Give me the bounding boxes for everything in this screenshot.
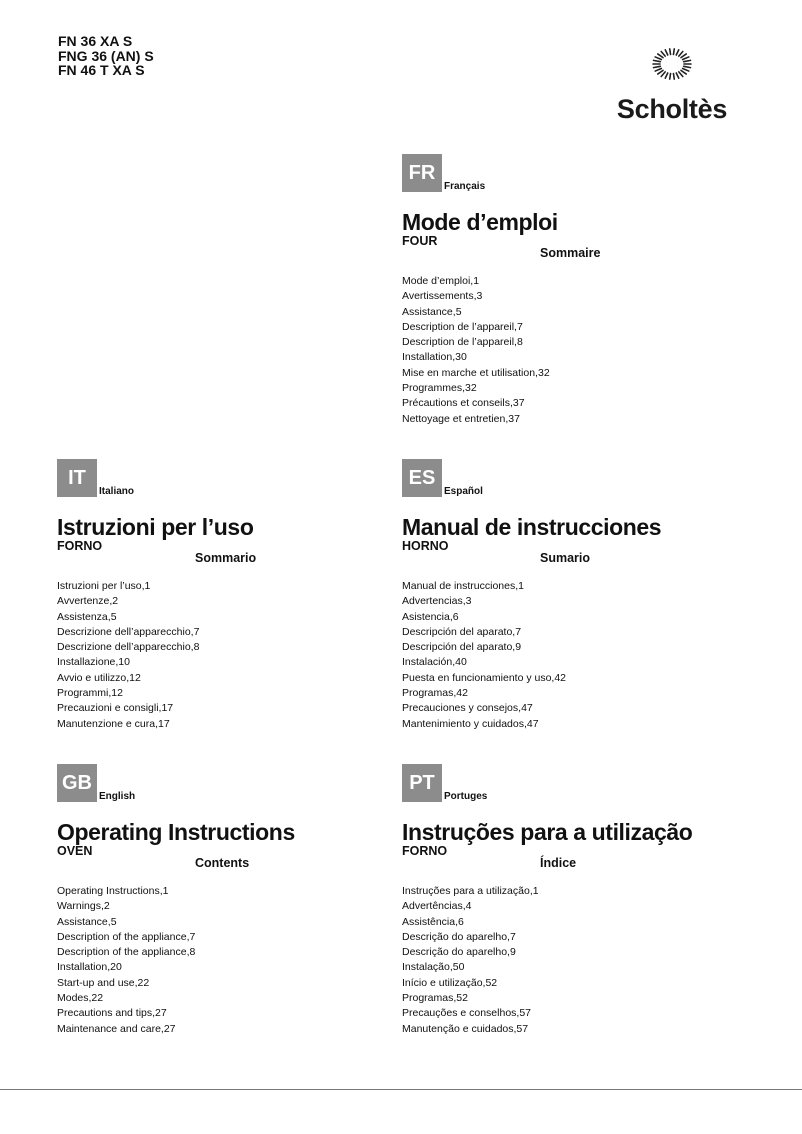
toc-list [57,884,377,1037]
toc-item: Descripción del aparato,7 [402,625,522,638]
sun-icon [645,42,699,86]
footer-divider [0,1089,802,1090]
toc-item: Avertissements,3 [402,290,483,303]
language-code-badge: PT [402,764,442,802]
sun-ray [676,73,678,78]
toc-item: Description of the appliance,8 [57,946,196,959]
toc-list [402,884,722,1037]
appliance-label: FORNO [57,539,103,553]
toc-item: Programas,42 [402,687,468,700]
toc-heading: Sommario [195,551,257,565]
toc-item: Programmes,32 [402,382,477,395]
toc-item: Operating Instructions,1 [57,885,169,897]
toc-item: Assistance,5 [57,915,117,928]
toc-item: Assistance,5 [402,305,462,318]
toc-item: Início e utilização,52 [402,976,498,989]
toc-item: Advertências,4 [402,900,472,913]
language-code-badge: ES [402,459,442,497]
section-title: Manual de instrucciones [402,514,662,540]
toc-item: Avvio e utilizzo,12 [57,671,141,684]
sun-ray [655,57,661,60]
toc-heading: Sommaire [540,246,601,260]
sun-ray [683,68,689,71]
toc-item: Precauções e conselhos,57 [402,1007,531,1020]
sun-ray [673,74,674,80]
toc-item: Descrizione dell’apparecchio,7 [57,625,200,638]
toc-heading: Índice [540,856,577,870]
appliance-label: FORNO [402,844,448,858]
toc-list [402,579,722,732]
toc-item: Advertencias,3 [402,595,472,608]
model-name: FN 46 T XA S [58,62,145,78]
language-section-fr [402,154,722,427]
toc-item: Instalación,40 [402,656,467,669]
sun-ray [681,70,686,74]
sun-ray [681,54,686,58]
language-code-badge: IT [57,459,97,497]
toc-item: Maintenance and care,27 [57,1022,176,1035]
toc-item: Programmi,12 [57,687,123,700]
toc-item: Précautions et conseils,37 [402,397,525,410]
toc-item: Manutenzione e cura,17 [57,717,170,730]
toc-item: Instalação,50 [402,961,465,974]
toc-item: Precauciones y consejos,47 [402,702,533,715]
section-title: Mode d’emploi [402,209,558,235]
toc-item: Descrizione dell’apparecchio,8 [57,641,200,654]
sun-ray [655,68,661,71]
section-title: Operating Instructions [57,819,295,845]
sun-ray [670,49,671,55]
model-name: FNG 36 (AN) S [58,47,154,64]
toc-item: Descrição do aparelho,9 [402,946,516,959]
toc-item: Nettoyage et entretien,37 [402,412,520,425]
toc-item: Istruzioni per l’uso,1 [57,580,151,592]
toc-item: Installation,30 [402,351,467,364]
section-title: Instruções para a utilização [402,819,693,845]
language-section-pt [402,764,722,1037]
appliance-label: HORNO [402,539,449,553]
toc-item: Installation,20 [57,961,122,974]
toc-item: Precauzioni e consigli,17 [57,702,174,715]
toc-item: Descripción del aparato,9 [402,641,522,654]
language-name: English [99,791,136,802]
toc-item: Description of the appliance,7 [57,930,196,943]
toc-item: Asistencia,6 [402,610,459,623]
language-name: Español [444,486,483,497]
toc-item: Precautions and tips,27 [57,1007,167,1020]
toc-item: Avvertenze,2 [57,595,119,608]
appliance-label: OVEN [57,844,93,858]
language-name: Portuges [444,791,488,802]
language-name: Français [444,181,486,192]
toc-item: Mode d’emploi,1 [402,275,480,287]
toc-item: Warnings,2 [57,900,110,913]
sun-ray [661,51,665,56]
toc-item: Manual de instrucciones,1 [402,580,524,592]
toc-heading: Contents [195,856,250,870]
toc-item: Mantenimiento y cuidados,47 [402,717,539,730]
sun-ray [654,66,661,67]
language-section-it [57,459,377,732]
sun-ray [670,74,671,80]
toc-item: Assistenza,5 [57,610,117,623]
toc-item: Assistência,6 [402,915,464,928]
language-code-badge: GB [57,764,97,802]
brand-name: Scholtès [616,94,728,124]
sun-ray [665,73,667,78]
sun-ray [665,50,667,55]
toc-item: Installazione,10 [57,656,130,669]
sun-ray [658,54,663,58]
toc-item: Description de l’appareil,7 [402,320,523,333]
toc-item: Manutenção e cuidados,57 [402,1022,529,1035]
toc-item: Start-up and use,22 [57,976,150,989]
sun-ray [679,51,683,56]
toc-list [402,274,722,427]
model-name: FN 36 XA S [58,33,133,49]
sun-ray [673,49,674,55]
brand-logo [612,42,732,132]
language-section-es [402,459,722,732]
sun-ray [684,60,691,61]
sun-ray [679,72,683,77]
toc-item: Instruções para a utilização,1 [402,885,539,897]
sun-ray [684,66,691,67]
model-list [58,34,154,78]
toc-item: Mise en marche et utilisation,32 [402,366,550,379]
toc-list [57,579,377,732]
toc-item: Puesta en funcionamiento y uso,42 [402,671,567,684]
toc-item: Description de l’appareil,8 [402,336,523,349]
appliance-label: FOUR [402,234,438,248]
sun-ray [683,57,689,60]
toc-heading: Sumario [540,551,591,565]
sun-ray [658,70,663,74]
sun-ray [676,50,678,55]
sun-ray [661,72,665,77]
toc-item: Programas,52 [402,992,468,1005]
language-section-gb [57,764,377,1037]
sun-ray [654,60,661,61]
toc-item: Descrição do aparelho,7 [402,930,516,943]
language-name: Italiano [99,486,135,497]
language-code-badge: FR [402,154,442,192]
toc-item: Modes,22 [57,992,104,1005]
section-title: Istruzioni per l’uso [57,514,254,540]
